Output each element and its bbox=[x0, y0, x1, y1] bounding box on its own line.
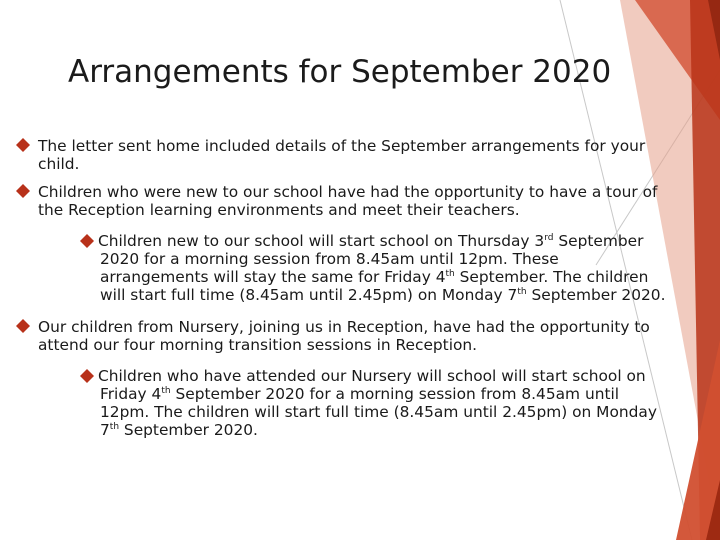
sub-bullet-item bbox=[80, 232, 666, 304]
diamond-bullet-icon bbox=[80, 369, 94, 383]
sub-bullet-text-line: Children new to our school will start school on Thursday 3rd September bbox=[80, 232, 666, 250]
sub-bullet-text-line: Children who have attended our Nursery will school will start school on bbox=[80, 367, 657, 385]
bullet-text-line: The letter sent home included details of the September arrangements for your bbox=[38, 137, 646, 155]
sub-bullet-item bbox=[80, 367, 657, 439]
bullet-item bbox=[38, 183, 657, 219]
bullet-text-line: attend our four morning transition sessions in Reception. bbox=[38, 336, 478, 354]
diamond-bullet-icon bbox=[16, 184, 30, 198]
sub-bullet-text-line: will start full time (8.45am until 2.45pm) on Monday 7th September 2020. bbox=[100, 286, 666, 304]
bullet-item bbox=[38, 318, 650, 354]
sub-bullet-text-line: 7th September 2020. bbox=[100, 421, 258, 439]
sub-bullet-text-line: arrangements will stay the same for Friday 4th September. The children bbox=[100, 268, 649, 286]
sub-bullet-text-line: 12pm. The children will start full time (8.45am until 2.45pm) on Monday bbox=[100, 403, 657, 421]
bullet-text-line: Our children from Nursery, joining us in Reception, have had the opportunity to bbox=[38, 318, 650, 336]
bullet-text-line: Children who were new to our school have had the opportunity to have a tour of bbox=[38, 183, 658, 201]
sub-bullet-text-line: 2020 for a morning session from 8.45am until 12pm. These bbox=[100, 250, 559, 268]
diamond-bullet-icon bbox=[80, 234, 94, 248]
sub-bullet-text-line: Friday 4th September 2020 for a morning session from 8.45am until bbox=[100, 385, 620, 403]
diamond-bullet-icon bbox=[16, 138, 30, 152]
diamond-bullet-icon bbox=[16, 319, 30, 333]
slide-title: Arrangements for September 2020 bbox=[68, 54, 612, 90]
bullet-text-line: child. bbox=[38, 155, 80, 173]
bullet-text-line: the Reception learning environments and meet their teachers. bbox=[38, 201, 520, 219]
bullet-item bbox=[38, 137, 645, 173]
